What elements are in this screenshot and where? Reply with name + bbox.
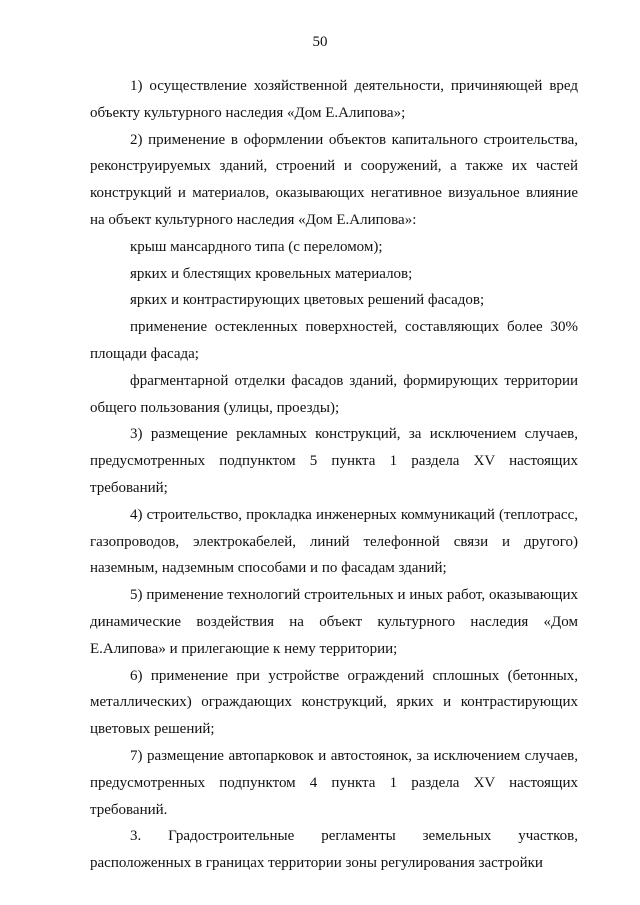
paragraph-subitem-roofs: крыш мансардного типа (с переломом); — [130, 238, 383, 255]
paragraph-subitem-facade-colors: ярких и контрастирующих цветовых решений фасадов; — [130, 292, 485, 309]
paragraph-item-3: 3) размещение рекламных конструкций, за исключением случаев, предусмотренных подпунктом 5 пункта 1 раздела XV настоящих требований; — [90, 426, 578, 496]
paragraph-subitem-glazing: применение остекленных поверхностей, составляющих более 30% площади фасада; — [90, 319, 578, 362]
paragraph-item-1: 1) осуществление хозяйственной деятельности, причиняющей вред объекту культурного наследия «Дом Е.Алипова»; — [90, 78, 578, 121]
paragraph-subitem-roofing-materials: ярких и блестящих кровельных материалов; — [130, 265, 413, 282]
paragraph-item-4: 4) строительство, прокладка инженерных коммуникаций (теплотрасс, газопроводов, электрокабелей, линий телефонной связи и другого) наземным, надземным способами и по фасадам зданий; — [90, 506, 578, 577]
paragraph-item-2: 2) применение в оформлении объектов капитального строительства, реконструируемых зданий, строений и сооружений, а также их частей конструкций и материалов, оказывающих негативное визуальное влияние на объект культурного наследия «Дом Е.Алипова»: — [90, 131, 578, 228]
paragraph-item-5: 5) применение технологий строительных и иных работ, оказывающих динамические воздействия на объект культурного наследия «Дом Е.Алипова» и прилегающие к нему территории; — [90, 587, 578, 657]
document-body — [90, 73, 578, 877]
paragraph-item-7: 7) размещение автопарковок и автостоянок, за исключением случаев, предусмотренных подпунктом 4 пункта 1 раздела XV настоящих требований. — [90, 747, 578, 818]
paragraph-subitem-facade-finish: фрагментарной отделки фасадов зданий, формирующих территории общего пользования (улицы, проезды); — [90, 372, 578, 416]
paragraph-item-6: 6) применение при устройстве ограждений сплошных (бетонных, металлических) ограждающих конструкций, ярких и контрастирующих цветовых решений; — [90, 667, 578, 738]
page-number: 50 — [312, 34, 328, 50]
paragraph-section-3: 3. Градостроительные регламенты земельных участков, расположенных в границах территории зоны регулирования застройки — [90, 828, 578, 872]
